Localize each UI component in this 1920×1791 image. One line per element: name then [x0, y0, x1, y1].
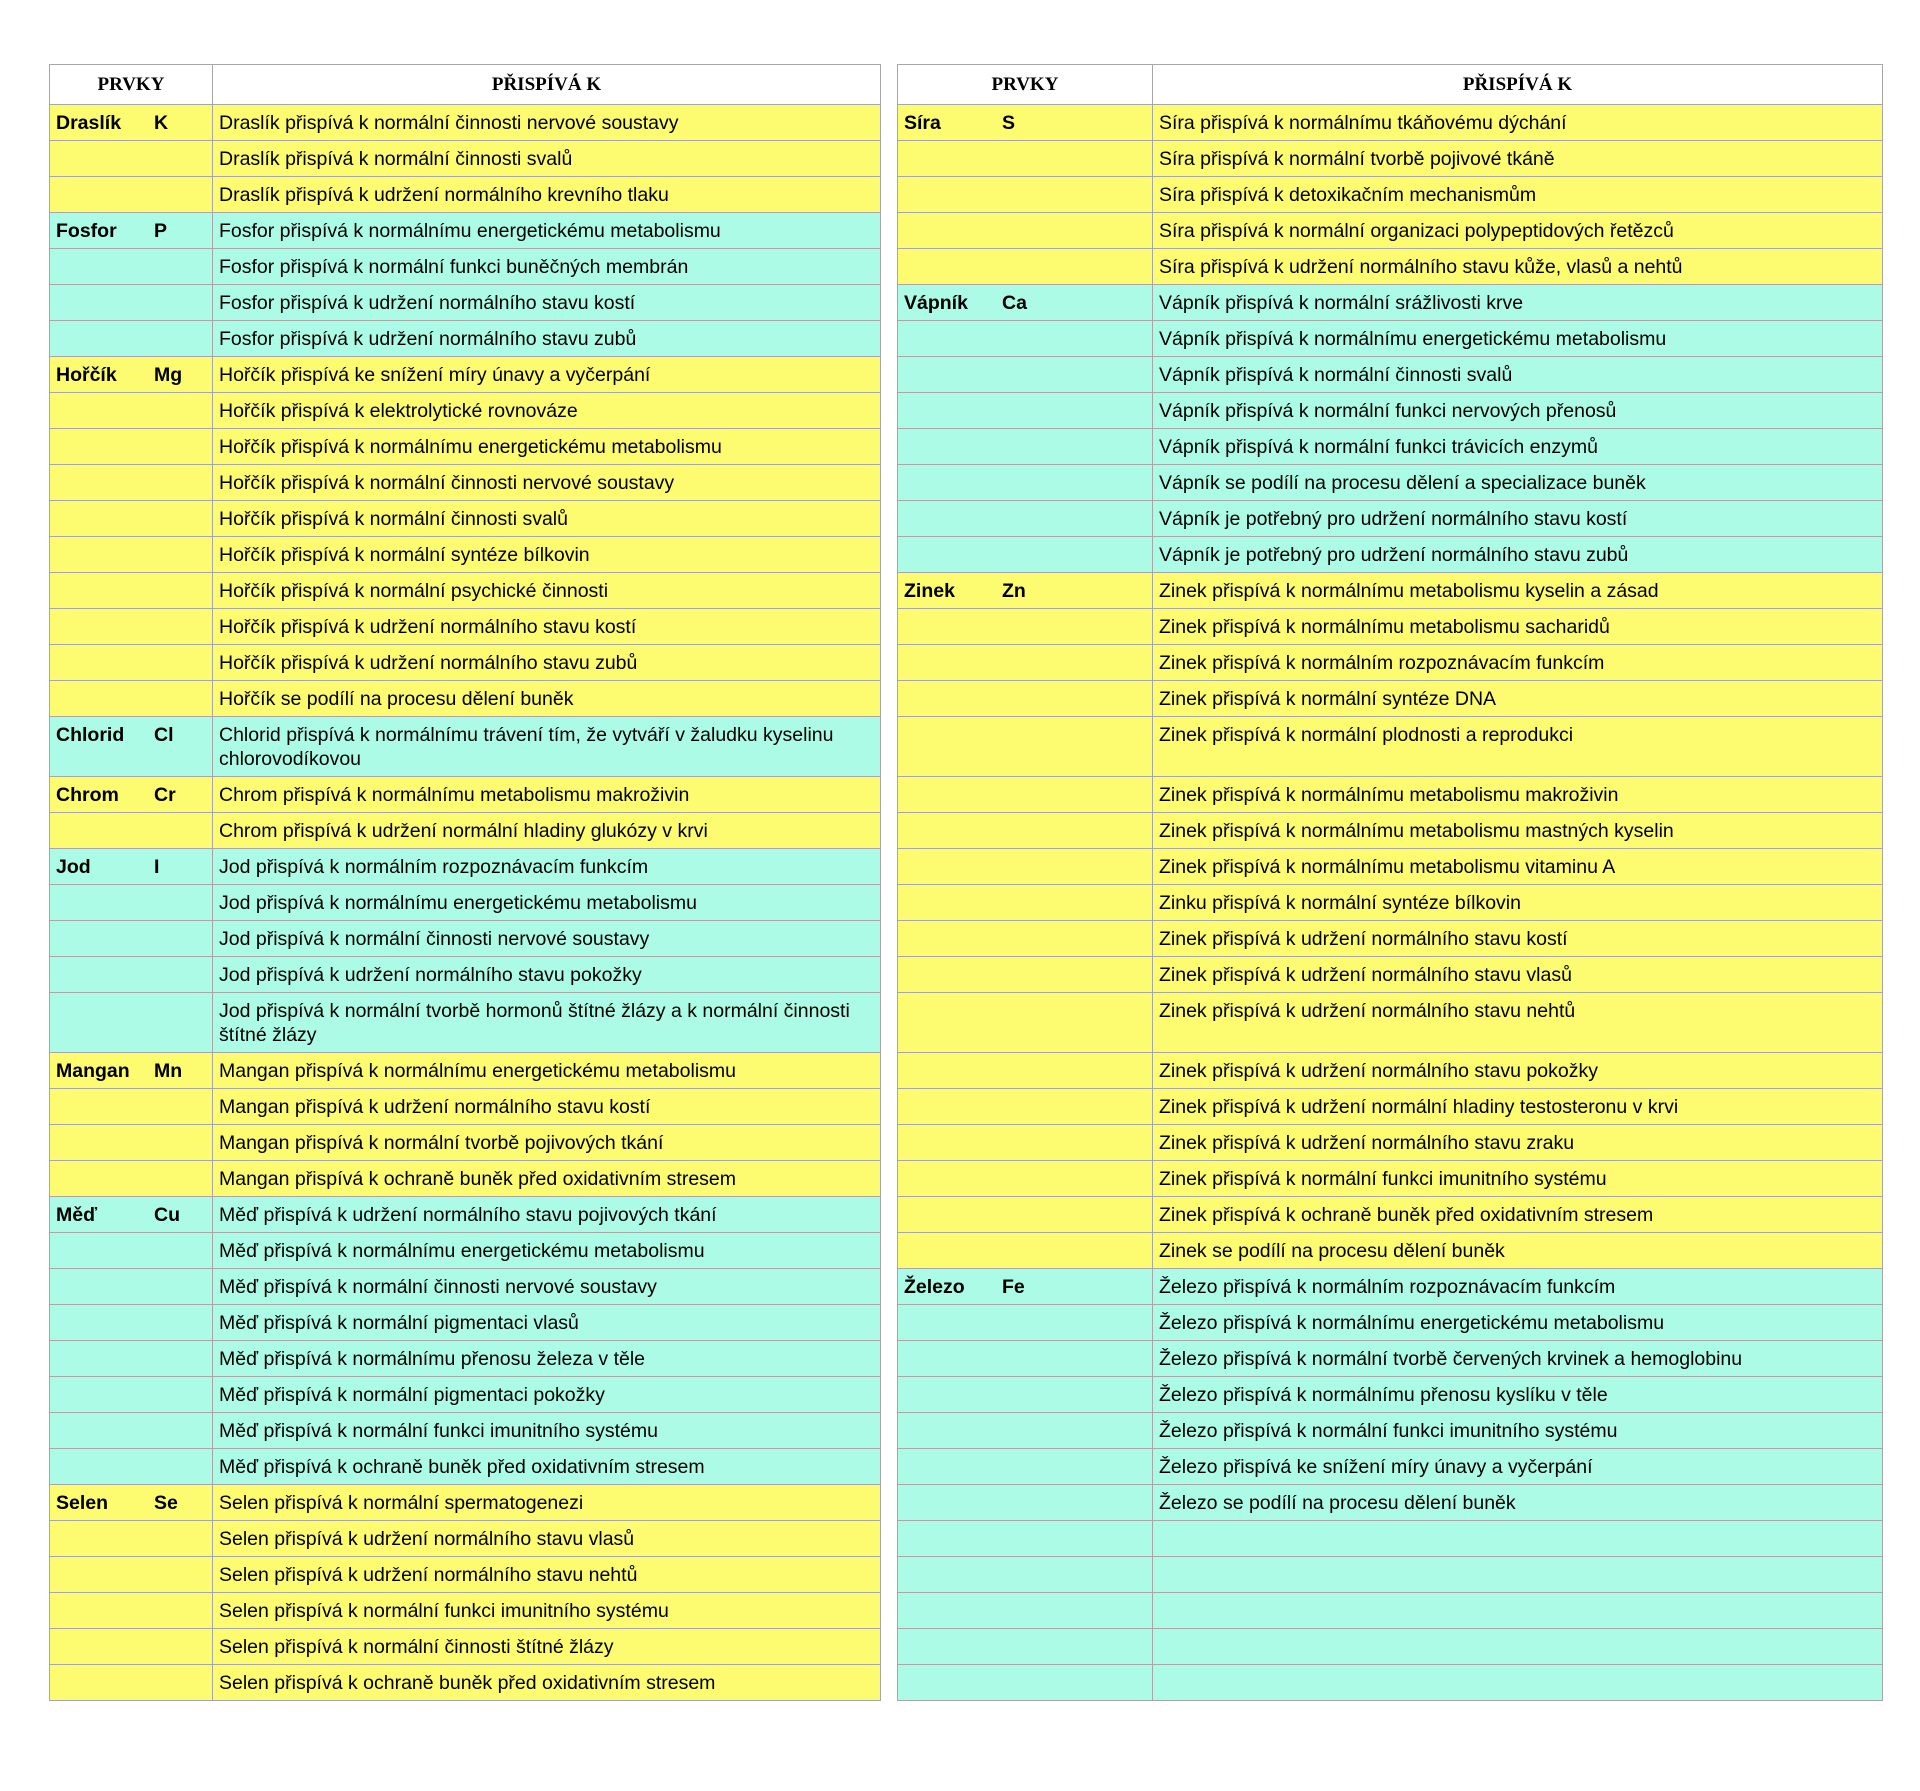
table-row: [50, 1161, 1883, 1197]
right-claim-cell: Vápník přispívá k normální činnosti svalů: [1153, 357, 1883, 393]
left-claim-cell: Hořčík přispívá k normální psychické činnosti: [213, 573, 881, 609]
column-gap: [881, 1197, 898, 1233]
table-row: [50, 1629, 1883, 1665]
left-element-cell: [50, 393, 213, 429]
left-element-cell: [50, 1341, 213, 1377]
right-claim-cell: Zinek přispívá k normálnímu metabolismu sacharidů: [1153, 609, 1883, 645]
column-gap: [881, 849, 898, 885]
left-claim-cell: Selen přispívá k udržení normálního stavu nehtů: [213, 1557, 881, 1593]
left-claim-cell: Hořčík přispívá k normální činnosti svalů: [213, 501, 881, 537]
column-gap: [881, 141, 898, 177]
right-claim-cell: Zinek přispívá k udržení normálního stavu pokožky: [1153, 1053, 1883, 1089]
table-row: [50, 1269, 1883, 1305]
element-symbol: Cu: [154, 1204, 180, 1226]
column-gap: [881, 813, 898, 849]
table-row: [50, 1557, 1883, 1593]
left-claim-cell: Chlorid přispívá k normálnímu trávení tím, že vytváří v žaludku kyselinu chlorovodíkovou: [213, 717, 881, 777]
left-claim-cell: Draslík přispívá k udržení normálního krevního tlaku: [213, 177, 881, 213]
right-claim-cell: [1153, 1665, 1883, 1701]
table-row: [50, 1053, 1883, 1089]
left-claim-cell: Měď přispívá k udržení normálního stavu pojivových tkání: [213, 1197, 881, 1233]
right-claim-cell: Železo přispívá k normálnímu přenosu kyslíku v těle: [1153, 1377, 1883, 1413]
right-claim-cell: Síra přispívá k normální organizaci polypeptidových řetězců: [1153, 213, 1883, 249]
left-claim-cell: Hořčík přispívá k normálnímu energetickému metabolismu: [213, 429, 881, 465]
right-claim-cell: Zinek přispívá k udržení normálního stavu zraku: [1153, 1125, 1883, 1161]
left-claim-cell: Fosfor přispívá k normální funkci buněčných membrán: [213, 249, 881, 285]
left-element-cell: [50, 717, 213, 777]
right-element-cell: [898, 1629, 1153, 1665]
table-row: [50, 717, 1883, 777]
header-left-elements: PRVKY: [50, 65, 213, 105]
right-claim-cell: Železo se podílí na procesu dělení buněk: [1153, 1485, 1883, 1521]
column-gap: [881, 957, 898, 993]
left-element-cell: [50, 1665, 213, 1701]
element-name: Hořčík: [56, 364, 117, 386]
left-claim-cell: Mangan přispívá k udržení normálního stavu kostí: [213, 1089, 881, 1125]
element-symbol: K: [154, 112, 169, 134]
left-element-cell: [50, 141, 213, 177]
table-row: [50, 393, 1883, 429]
column-gap: [881, 1665, 898, 1701]
left-element-cell: [50, 777, 213, 813]
left-claim-cell: Jod přispívá k normálnímu energetickému metabolismu: [213, 885, 881, 921]
right-element-cell: [898, 285, 1153, 321]
left-element-cell: [50, 1125, 213, 1161]
element-symbol: Mg: [154, 364, 183, 386]
left-claim-cell: Hořčík přispívá ke snížení míry únavy a vyčerpání: [213, 357, 881, 393]
right-element-cell: [898, 573, 1153, 609]
left-element-cell: [50, 249, 213, 285]
left-claim-cell: Selen přispívá k udržení normálního stavu vlasů: [213, 1521, 881, 1557]
right-claim-cell: Vápník přispívá k normální srážlivosti krve: [1153, 285, 1883, 321]
right-claim-cell: [1153, 1629, 1883, 1665]
element-name: Selen: [56, 1492, 109, 1514]
right-claim-cell: Zinek přispívá k udržení normálního stavu kostí: [1153, 921, 1883, 957]
table-row: [50, 1233, 1883, 1269]
left-claim-cell: Selen přispívá k ochraně buněk před oxidativním stresem: [213, 1665, 881, 1701]
left-claim-cell: Hořčík se podílí na procesu dělení buněk: [213, 681, 881, 717]
header-right-contributes: PŘISPÍVÁ K: [1153, 65, 1883, 105]
element-symbol: Fe: [1002, 1276, 1025, 1298]
right-element-cell: [898, 321, 1153, 357]
right-claim-cell: Železo přispívá ke snížení míry únavy a vyčerpání: [1153, 1449, 1883, 1485]
table-row: [50, 1377, 1883, 1413]
column-gap: [881, 1485, 898, 1521]
column-gap: [881, 1161, 898, 1197]
column-gap: [881, 1305, 898, 1341]
left-claim-cell: Mangan přispívá k normální tvorbě pojivových tkání: [213, 1125, 881, 1161]
right-claim-cell: [1153, 1593, 1883, 1629]
column-gap: [881, 609, 898, 645]
element-name: Síra: [904, 112, 941, 134]
element-symbol: Mn: [154, 1060, 183, 1082]
right-claim-cell: Zinek přispívá k udržení normální hladiny testosteronu v krvi: [1153, 1089, 1883, 1125]
left-element-cell: [50, 921, 213, 957]
right-claim-cell: Zinek přispívá k udržení normálního stavu nehtů: [1153, 993, 1883, 1053]
table-row: [50, 537, 1883, 573]
element-symbol: Cr: [154, 784, 176, 806]
column-gap: [881, 393, 898, 429]
table-row: [50, 213, 1883, 249]
table-row: [50, 1341, 1883, 1377]
column-gap: [881, 1593, 898, 1629]
left-element-cell: [50, 1197, 213, 1233]
table-row: [50, 285, 1883, 321]
column-gap: [881, 717, 898, 777]
right-element-cell: [898, 1125, 1153, 1161]
left-element-cell: [50, 285, 213, 321]
left-claim-cell: Chrom přispívá k udržení normální hladiny glukózy v krvi: [213, 813, 881, 849]
left-element-cell: [50, 321, 213, 357]
element-name: Mangan: [56, 1060, 130, 1082]
column-gap: [881, 1233, 898, 1269]
left-element-cell: [50, 357, 213, 393]
column-gap: [881, 645, 898, 681]
right-claim-cell: Síra přispívá k detoxikačním mechanismům: [1153, 177, 1883, 213]
right-claim-cell: Síra přispívá k normálnímu tkáňovému dýchání: [1153, 105, 1883, 141]
left-claim-cell: Jod přispívá k normálním rozpoznávacím funkcím: [213, 849, 881, 885]
element-name: Chrom: [56, 784, 119, 806]
column-gap: [881, 921, 898, 957]
table-row: [50, 1449, 1883, 1485]
left-element-cell: [50, 1161, 213, 1197]
right-element-cell: [898, 813, 1153, 849]
right-element-cell: [898, 1305, 1153, 1341]
header-right-elements: PRVKY: [898, 65, 1153, 105]
left-claim-cell: Fosfor přispívá k udržení normálního stavu kostí: [213, 285, 881, 321]
right-element-cell: [898, 465, 1153, 501]
table-row: [50, 1665, 1883, 1701]
right-claim-cell: Zinku přispívá k normální syntéze bílkovin: [1153, 885, 1883, 921]
left-element-cell: [50, 429, 213, 465]
left-claim-cell: Měď přispívá k normální pigmentaci vlasů: [213, 1305, 881, 1341]
element-symbol: Se: [154, 1492, 178, 1514]
column-gap: [881, 213, 898, 249]
element-name: Jod: [56, 856, 91, 878]
right-claim-cell: Síra přispívá k udržení normálního stavu kůže, vlasů a nehtů: [1153, 249, 1883, 285]
table-row: [50, 357, 1883, 393]
left-claim-cell: Jod přispívá k normální tvorbě hormonů štítné žlázy a k normální činnosti štítné žlázy: [213, 993, 881, 1053]
left-element-cell: [50, 465, 213, 501]
right-claim-cell: Zinek přispívá k normálnímu metabolismu mastných kyselin: [1153, 813, 1883, 849]
right-element-cell: [898, 609, 1153, 645]
table-row: [50, 1305, 1883, 1341]
right-element-cell: [898, 141, 1153, 177]
right-claim-cell: Vápník přispívá k normální funkci nervových přenosů: [1153, 393, 1883, 429]
right-element-cell: [898, 957, 1153, 993]
right-element-cell: [898, 213, 1153, 249]
right-claim-cell: Vápník přispívá k normálnímu energetickému metabolismu: [1153, 321, 1883, 357]
table-row: [50, 1197, 1883, 1233]
right-element-cell: [898, 777, 1153, 813]
table-row: [50, 921, 1883, 957]
left-element-cell: [50, 537, 213, 573]
right-claim-cell: Železo přispívá k normální funkci imunitního systému: [1153, 1413, 1883, 1449]
table-row: [50, 573, 1883, 609]
right-element-cell: [898, 1341, 1153, 1377]
left-element-cell: [50, 177, 213, 213]
column-gap: [881, 681, 898, 717]
column-gap: [881, 1449, 898, 1485]
table-row: [50, 1485, 1883, 1521]
left-claim-cell: Chrom přispívá k normálnímu metabolismu makroživin: [213, 777, 881, 813]
left-element-cell: [50, 501, 213, 537]
right-claim-cell: Zinek přispívá k normálnímu metabolismu kyselin a zásad: [1153, 573, 1883, 609]
left-claim-cell: Fosfor přispívá k udržení normálního stavu zubů: [213, 321, 881, 357]
table-row: [50, 849, 1883, 885]
right-claim-cell: Zinek přispívá k normálnímu metabolismu makroživin: [1153, 777, 1883, 813]
left-element-cell: [50, 645, 213, 681]
right-claim-cell: [1153, 1521, 1883, 1557]
left-element-cell: [50, 813, 213, 849]
right-element-cell: [898, 993, 1153, 1053]
left-claim-cell: Měď přispívá k ochraně buněk před oxidativním stresem: [213, 1449, 881, 1485]
table-row: [50, 885, 1883, 921]
left-claim-cell: Jod přispívá k normální činnosti nervové soustavy: [213, 921, 881, 957]
column-gap: [881, 321, 898, 357]
element-name: Měď: [56, 1204, 98, 1226]
table-row: [50, 1521, 1883, 1557]
table-row: [50, 1413, 1883, 1449]
left-element-cell: [50, 1449, 213, 1485]
table-row: [50, 429, 1883, 465]
column-gap: [881, 177, 898, 213]
right-element-cell: [898, 1377, 1153, 1413]
table-row: [50, 813, 1883, 849]
left-claim-cell: Draslík přispívá k normální činnosti nervové soustavy: [213, 105, 881, 141]
column-gap: [881, 65, 898, 105]
table-row: [50, 1089, 1883, 1125]
column-gap: [881, 1089, 898, 1125]
right-element-cell: [898, 1053, 1153, 1089]
table-row: [50, 465, 1883, 501]
left-claim-cell: Měď přispívá k normálnímu přenosu železa v těle: [213, 1341, 881, 1377]
element-symbol: Ca: [1002, 292, 1027, 314]
right-claim-cell: Železo přispívá k normálnímu energetickému metabolismu: [1153, 1305, 1883, 1341]
right-element-cell: [898, 1161, 1153, 1197]
right-element-cell: [898, 1233, 1153, 1269]
header-row: [50, 65, 1883, 105]
right-claim-cell: Zinek přispívá k normální funkci imunitního systému: [1153, 1161, 1883, 1197]
column-gap: [881, 573, 898, 609]
right-element-cell: [898, 1413, 1153, 1449]
column-gap: [881, 105, 898, 141]
right-element-cell: [898, 1449, 1153, 1485]
left-claim-cell: Měď přispívá k normální činnosti nervové soustavy: [213, 1269, 881, 1305]
right-claim-cell: Vápník je potřebný pro udržení normálního stavu zubů: [1153, 537, 1883, 573]
nutrient-claims-sheet: [49, 64, 1882, 1701]
right-element-cell: [898, 429, 1153, 465]
element-name: Draslík: [56, 112, 122, 134]
column-gap: [881, 1269, 898, 1305]
left-claim-cell: Hořčík přispívá k udržení normálního stavu kostí: [213, 609, 881, 645]
left-claim-cell: Draslík přispívá k normální činnosti svalů: [213, 141, 881, 177]
element-symbol: P: [154, 220, 168, 242]
right-claim-cell: Zinek přispívá k normálním rozpoznávacím funkcím: [1153, 645, 1883, 681]
left-element-cell: [50, 1269, 213, 1305]
left-element-cell: [50, 1053, 213, 1089]
right-claim-cell: Zinek přispívá k ochraně buněk před oxidativním stresem: [1153, 1197, 1883, 1233]
column-gap: [881, 1557, 898, 1593]
right-element-cell: [898, 1521, 1153, 1557]
left-claim-cell: Selen přispívá k normální činnosti štítné žlázy: [213, 1629, 881, 1665]
table-row: [50, 249, 1883, 285]
element-name: Chlorid: [56, 724, 125, 746]
left-claim-cell: Měď přispívá k normální funkci imunitního systému: [213, 1413, 881, 1449]
right-claim-cell: Železo přispívá k normální tvorbě červených krvinek a hemoglobinu: [1153, 1341, 1883, 1377]
column-gap: [881, 501, 898, 537]
right-element-cell: [898, 1557, 1153, 1593]
right-claim-cell: Zinek přispívá k udržení normálního stavu vlasů: [1153, 957, 1883, 993]
right-element-cell: [898, 1665, 1153, 1701]
left-element-cell: [50, 1629, 213, 1665]
column-gap: [881, 537, 898, 573]
left-element-cell: [50, 105, 213, 141]
right-claim-cell: Zinek přispívá k normální syntéze DNA: [1153, 681, 1883, 717]
right-claim-cell: Vápník přispívá k normální funkci trávicích enzymů: [1153, 429, 1883, 465]
table-row: [50, 141, 1883, 177]
left-claim-cell: Jod přispívá k udržení normálního stavu pokožky: [213, 957, 881, 993]
left-claim-cell: Selen přispívá k normální funkci imunitního systému: [213, 1593, 881, 1629]
right-element-cell: [898, 1269, 1153, 1305]
right-claim-cell: Síra přispívá k normální tvorbě pojivové tkáně: [1153, 141, 1883, 177]
right-element-cell: [898, 393, 1153, 429]
left-element-cell: [50, 885, 213, 921]
left-claim-cell: Fosfor přispívá k normálnímu energetickému metabolismu: [213, 213, 881, 249]
right-claim-cell: Zinek přispívá k normální plodnosti a reprodukci: [1153, 717, 1883, 777]
right-claim-cell: Vápník je potřebný pro udržení normálního stavu kostí: [1153, 501, 1883, 537]
right-element-cell: [898, 645, 1153, 681]
element-name: Vápník: [904, 292, 968, 314]
nutrient-claims-table: [49, 64, 1883, 1701]
left-element-cell: [50, 1593, 213, 1629]
element-symbol: Zn: [1002, 580, 1026, 602]
left-element-cell: [50, 681, 213, 717]
column-gap: [881, 1629, 898, 1665]
table-row: [50, 777, 1883, 813]
right-element-cell: [898, 177, 1153, 213]
right-element-cell: [898, 849, 1153, 885]
column-gap: [881, 357, 898, 393]
left-element-cell: [50, 1305, 213, 1341]
table-row: [50, 105, 1883, 141]
column-gap: [881, 1413, 898, 1449]
column-gap: [881, 465, 898, 501]
element-name: Zinek: [904, 580, 955, 602]
left-element-cell: [50, 957, 213, 993]
left-claim-cell: Hořčík přispívá k elektrolytické rovnováze: [213, 393, 881, 429]
column-gap: [881, 1341, 898, 1377]
left-element-cell: [50, 849, 213, 885]
table-row: [50, 501, 1883, 537]
right-claim-cell: Zinek se podílí na procesu dělení buněk: [1153, 1233, 1883, 1269]
element-symbol: S: [1002, 112, 1016, 134]
table-row: [50, 993, 1883, 1053]
left-element-cell: [50, 1413, 213, 1449]
left-element-cell: [50, 1557, 213, 1593]
column-gap: [881, 993, 898, 1053]
table-row: [50, 1125, 1883, 1161]
header-left-contributes: PŘISPÍVÁ K: [213, 65, 881, 105]
right-element-cell: [898, 921, 1153, 957]
left-claim-cell: Mangan přispívá k normálnímu energetickému metabolismu: [213, 1053, 881, 1089]
column-gap: [881, 1377, 898, 1413]
left-element-cell: [50, 1089, 213, 1125]
table-row: [50, 321, 1883, 357]
element-symbol: I: [154, 856, 160, 878]
right-claim-cell: [1153, 1557, 1883, 1593]
left-claim-cell: Měď přispívá k normální pigmentaci pokožky: [213, 1377, 881, 1413]
left-claim-cell: Selen přispívá k normální spermatogenezi: [213, 1485, 881, 1521]
right-element-cell: [898, 1485, 1153, 1521]
left-element-cell: [50, 1233, 213, 1269]
left-element-cell: [50, 213, 213, 249]
element-name: Fosfor: [56, 220, 117, 242]
table-row: [50, 645, 1883, 681]
right-claim-cell: Železo přispívá k normálním rozpoznávacím funkcím: [1153, 1269, 1883, 1305]
left-claim-cell: Hořčík přispívá k normální syntéze bílkovin: [213, 537, 881, 573]
column-gap: [881, 1521, 898, 1557]
right-claim-cell: Zinek přispívá k normálnímu metabolismu vitaminu A: [1153, 849, 1883, 885]
left-element-cell: [50, 1521, 213, 1557]
table-row: [50, 957, 1883, 993]
right-element-cell: [898, 1197, 1153, 1233]
right-element-cell: [898, 105, 1153, 141]
table-row: [50, 1593, 1883, 1629]
table-row: [50, 681, 1883, 717]
right-element-cell: [898, 501, 1153, 537]
left-claim-cell: Hořčík přispívá k udržení normálního stavu zubů: [213, 645, 881, 681]
element-name: Železo: [904, 1276, 965, 1298]
right-element-cell: [898, 681, 1153, 717]
right-claim-cell: Vápník se podílí na procesu dělení a specializace buněk: [1153, 465, 1883, 501]
table-row: [50, 609, 1883, 645]
right-element-cell: [898, 537, 1153, 573]
right-element-cell: [898, 885, 1153, 921]
column-gap: [881, 429, 898, 465]
right-element-cell: [898, 249, 1153, 285]
right-element-cell: [898, 1593, 1153, 1629]
column-gap: [881, 1053, 898, 1089]
column-gap: [881, 777, 898, 813]
column-gap: [881, 249, 898, 285]
left-claim-cell: Hořčík přispívá k normální činnosti nervové soustavy: [213, 465, 881, 501]
right-element-cell: [898, 1089, 1153, 1125]
left-claim-cell: Mangan přispívá k ochraně buněk před oxidativním stresem: [213, 1161, 881, 1197]
table-row: [50, 177, 1883, 213]
left-element-cell: [50, 609, 213, 645]
left-element-cell: [50, 1485, 213, 1521]
element-symbol: Cl: [154, 724, 174, 746]
left-element-cell: [50, 993, 213, 1053]
right-element-cell: [898, 357, 1153, 393]
left-claim-cell: Měď přispívá k normálnímu energetickému metabolismu: [213, 1233, 881, 1269]
column-gap: [881, 1125, 898, 1161]
left-element-cell: [50, 1377, 213, 1413]
left-element-cell: [50, 573, 213, 609]
column-gap: [881, 285, 898, 321]
right-element-cell: [898, 717, 1153, 777]
column-gap: [881, 885, 898, 921]
